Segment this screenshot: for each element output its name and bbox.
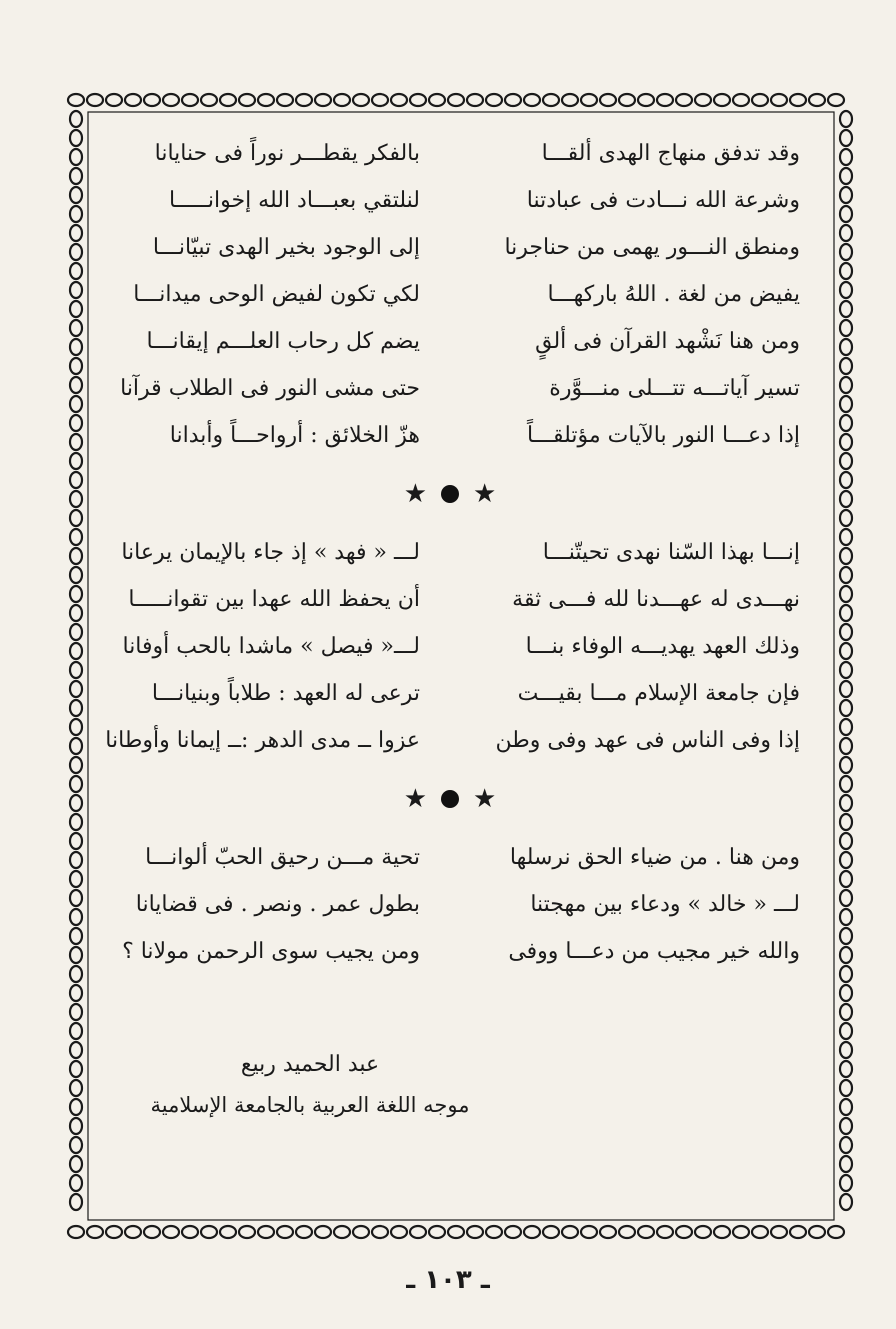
verse-first-hemistich: إذا دعـــا النور بالآيات مؤتلقـــاً [526, 423, 800, 448]
verse-first-hemistich: إنـــا بهذا السّنا نهدى تحيتّنـــا [542, 540, 800, 565]
page-number: ـ ١٠٣ ـ [406, 1265, 490, 1295]
verse-first-hemistich: تسير آياتـــه تتـــلى منـــوَّرة [549, 376, 800, 401]
verse-second-hemistich: يضم كل رحاب العلـــم إيقانـــا [146, 329, 420, 354]
author-name: عبد الحميد ربيع [240, 1052, 380, 1077]
verse-second-hemistich: إلى الوجود بخير الهدى تبيّانـــا [152, 235, 420, 260]
verse-first-hemistich: إذا وفى الناس فى عهد وفى وطن [495, 728, 800, 753]
star-icon: ★ [403, 479, 427, 509]
verse-first-hemistich: نهـــدى له عهـــدنا لله فـــى ثقة [512, 587, 800, 612]
verse-second-hemistich: حتى مشى النور فى الطلاب قرآنا [120, 376, 420, 401]
verse-second-hemistich: لنلتقي بعبـــاد الله إخوانـــــا [168, 188, 420, 213]
verse-first-hemistich: لـــ « خالد » ودعاء بين مهجتنا [530, 892, 800, 917]
verse-second-hemistich: ومن يجيب سوى الرحمن مولانا ؟ [122, 939, 420, 964]
verse-first-hemistich: ومنطق النـــور يهمى من حناجرنا [504, 235, 800, 260]
verse-first-hemistich: وشرعة الله نـــادت فى عبادتنا [526, 188, 800, 213]
verse-second-hemistich: بطول عمر . ونصر . فى قضايانا [135, 892, 420, 917]
star-icon: ★ [473, 784, 497, 814]
verse-second-hemistich: بالفكر يقطـــر نوراً فى حنايانا [154, 141, 420, 166]
poem-content [100, 130, 800, 1220]
verse-second-hemistich: أن يحفظ الله عهدا بين تقوانـــــا [128, 587, 420, 612]
stanza-divider [100, 764, 800, 834]
stanza-2 [100, 529, 800, 764]
verse-first-hemistich: فإن جامعة الإسلام مـــا بقيـــت [517, 681, 800, 706]
verse-second-hemistich: تحية مـــن رحيق الحبّ ألوانـــا [145, 845, 420, 870]
verse-first-hemistich: وذلك العهد يهديـــه الوفاء بنـــا [525, 634, 800, 659]
dot-icon [441, 485, 459, 503]
stanza-divider [100, 459, 800, 529]
star-icon: ★ [403, 784, 427, 814]
star-icon: ★ [473, 479, 497, 509]
verse-second-hemistich: لـــ « فهد » إذ جاء بالإيمان يرعانا [121, 540, 420, 565]
verse-second-hemistich: لـــ« فيصل » ماشدا بالحب أوفانا [122, 634, 420, 659]
stanza-1 [100, 130, 800, 459]
author-title: موجه اللغة العربية بالجامعة الإسلامية [150, 1093, 470, 1117]
verse-first-hemistich: يفيض من لغة . اللهُ باركهـــا [547, 282, 800, 307]
verse-first-hemistich: وقد تدفق منهاج الهدى ألقـــا [541, 141, 800, 166]
verse-first-hemistich: والله خير مجيب من دعـــا ووفى [508, 939, 800, 964]
dot-icon [441, 790, 459, 808]
verse-first-hemistich: ومن هنا نَشْهد القرآن فى ألقٍ [535, 329, 800, 354]
verse-second-hemistich: لكي تكون لفيض الوحى ميدانـــا [133, 282, 420, 307]
verse-second-hemistich: عزوا ــ مدى الدهر :ــ إيمانا وأوطانا [105, 728, 420, 753]
signature [100, 1045, 520, 1125]
verse-second-hemistich: ترعى له العهد : طلاباً وبنيانـــا [151, 681, 420, 706]
stanza-3 [100, 834, 800, 975]
verse-second-hemistich: هزّ الخلائق : أرواحـــاً وأبدانا [169, 423, 420, 448]
verse-first-hemistich: ومن هنا . من ضياء الحق نرسلها [509, 845, 800, 870]
